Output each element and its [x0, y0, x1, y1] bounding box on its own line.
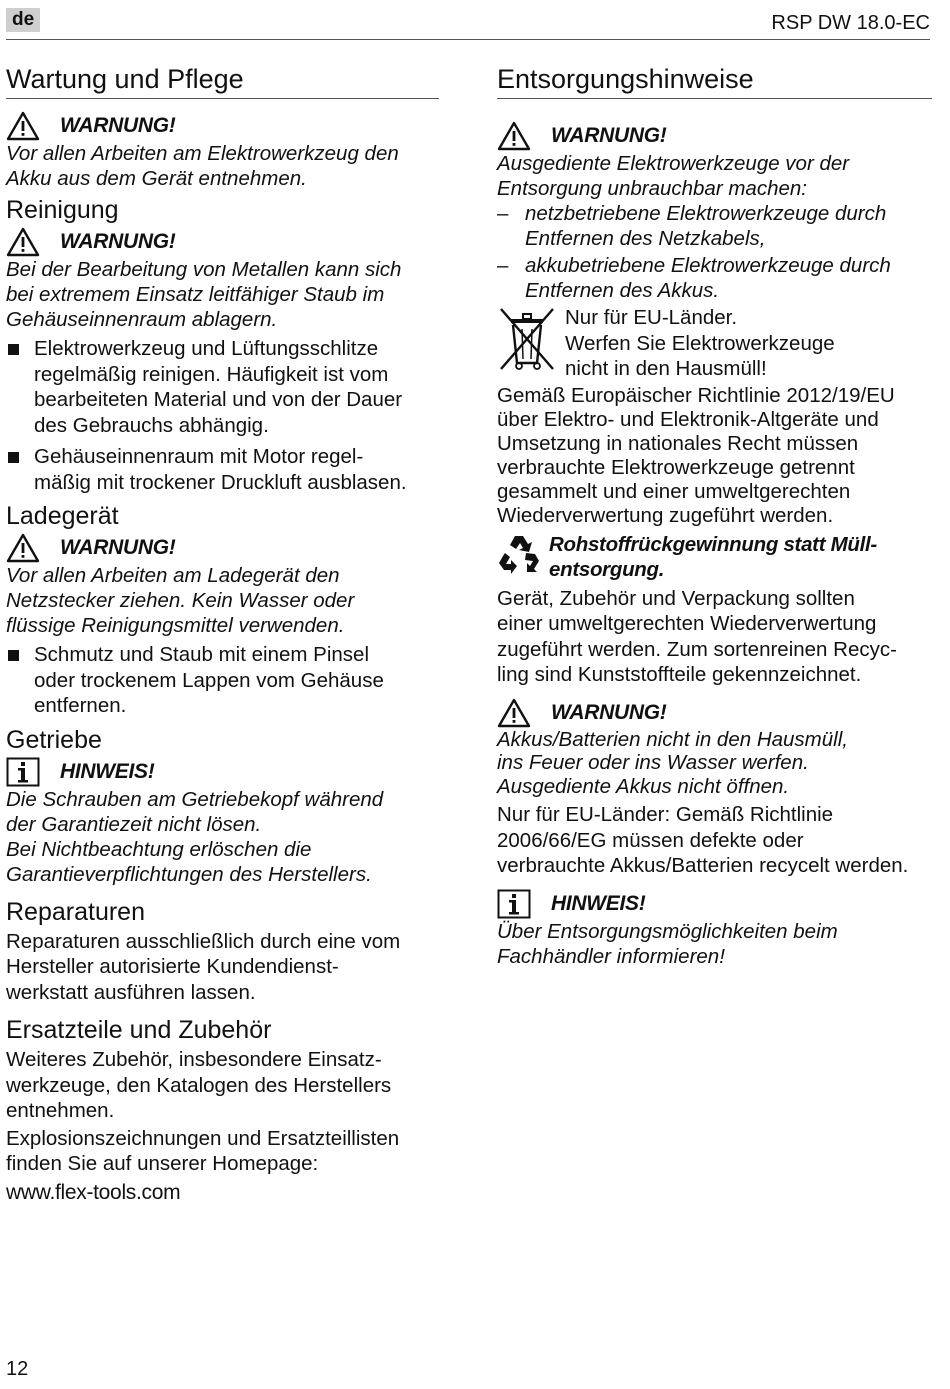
- list-item: Gehäuseinnenraum mit Motor regel- mäßig mit trockener Druckluft ausblasen.: [6, 444, 439, 495]
- warning-label: WARNUNG!: [60, 114, 176, 137]
- warning-triangle-icon: [6, 533, 40, 563]
- warning-triangle-icon: [497, 121, 531, 151]
- warning-triangle-icon: [6, 227, 40, 257]
- list-item: – netzbetriebene Elektrowerkzeuge durch Entfernen des Netzkabels,: [497, 201, 932, 251]
- warning-text: Vor allen Arbeiten am Elektrowerkzeug den Akku aus dem Gerät entnehmen.: [6, 142, 399, 190]
- note-heading: [6, 757, 439, 787]
- recycle-text: Gerät, Zubehör und Verpackung sollten einer umweltgerechten Wiederverwertung zugeführt werden. Zum sortenreinen Recyc- ling sind Kunststoffteile gekennzeichnet.: [497, 586, 897, 686]
- crossed-bin-icon: [497, 305, 557, 373]
- note-text: Über Entsorgungsmöglichkeiten beim Fachhändler informieren!: [497, 919, 838, 968]
- recycle-notice: [497, 532, 932, 582]
- dash-list: [497, 201, 932, 303]
- section-title-parts: Ersatzteile und Zubehör: [6, 1016, 272, 1044]
- warning-text: Ausgediente Elektrowerkzeuge vor der Entsorgung unbrauchbar machen:: [497, 152, 850, 200]
- section-title-gear: Getriebe: [6, 725, 102, 754]
- info-icon: [6, 757, 40, 787]
- note-text: Die Schrauben am Getriebekopf während der Garantiezeit nicht lösen. Bei Nichtbeachtung erlöschen die Garantieverpflichtungen des Herstellers.: [6, 787, 384, 886]
- parts-text-homepage: Explosionszeichnungen und Ersatzteillisten finden Sie auf unserer Homepage:: [6, 1126, 400, 1175]
- right-column: [497, 62, 932, 969]
- directive-text: Gemäß Europäischer Richtlinie 2012/19/EU über Elektro- und Elektronik-Altgeräte und Umsetzung in nationales Recht müssen verbrauchte Elektrowerkzeuge getrennt gesammelt und einer umweltgerechten Wiederverwertung zugeführt werden.: [497, 383, 895, 527]
- warning-heading: [6, 227, 439, 257]
- section-title-charger: Ladegerät: [6, 502, 119, 530]
- weee-text: Nur für EU-Länder. Werfen Sie Elektrowerkzeuge nicht in den Hausmüll!: [565, 306, 835, 380]
- warning-label: WARNUNG!: [60, 230, 176, 253]
- list-item: – akkubetriebene Elektrowerkzeuge durch Entfernen des Akkus.: [497, 253, 932, 303]
- section-title-maintenance: Wartung und Pflege: [6, 62, 439, 99]
- parts-text: Weiteres Zubehör, insbesondere Einsatz- werkzeuge, den Katalogen des Herstellers entnehmen.: [6, 1048, 392, 1122]
- warning-heading: [6, 111, 439, 141]
- info-icon: [497, 889, 531, 919]
- weee-notice: [497, 305, 932, 382]
- bullet-list: [6, 336, 439, 495]
- list-item: Elektrowerkzeug und Lüftungsschlitze regelmäßig reinigen. Häufigkeit ist vom bearbeiteten Material und von der Dauer des Gebrauchs abhängig.: [6, 336, 439, 438]
- battery-text: Nur für EU-Länder: Gemäß Richtlinie 2006/66/EG müssen defekte oder verbrauchte Akkus/Batterien recycelt werden.: [497, 803, 909, 877]
- bullet-list: [6, 642, 439, 719]
- recycle-icon: [497, 532, 541, 576]
- warning-triangle-icon: [6, 111, 40, 141]
- recycle-title: Rohstoffrückgewinnung statt Müll- entsorgung.: [549, 532, 877, 581]
- repairs-text: Reparaturen ausschließlich durch eine vom Hersteller autorisierte Kundendienst- werkstatt ausführen lassen.: [6, 929, 401, 1004]
- warning-heading: [497, 698, 932, 728]
- warning-heading: [6, 533, 439, 563]
- warning-heading: [497, 121, 932, 151]
- note-label: HINWEIS!: [551, 891, 646, 915]
- note-heading: [497, 889, 932, 919]
- warning-text: Bei der Bearbeitung von Metallen kann sich bei extremem Einsatz leitfähiger Staub im Gehäuseinnenraum ablagern.: [6, 258, 402, 331]
- page-number: 12: [6, 1358, 29, 1380]
- list-item: Schmutz und Staub mit einem Pinsel oder trockenem Lappen vom Gehäuse entfernen.: [6, 642, 439, 719]
- section-title-disposal: Entsorgungshinweise: [497, 62, 932, 99]
- note-label: HINWEIS!: [60, 759, 155, 783]
- website-link[interactable]: www.flex-tools.com: [6, 1180, 181, 1204]
- warning-label: WARNUNG!: [60, 536, 176, 559]
- section-title-cleaning: Reinigung: [6, 196, 119, 224]
- header-rule: [6, 39, 930, 40]
- section-title-repairs: Reparaturen: [6, 897, 145, 926]
- warning-triangle-icon: [497, 698, 531, 728]
- warning-label: WARNUNG!: [551, 700, 667, 724]
- warning-text: Vor allen Arbeiten am Ladegerät den Netzstecker ziehen. Kein Wasser oder flüssige Reinigungsmittel verwenden.: [6, 564, 355, 637]
- warning-text: Akkus/Batterien nicht in den Hausmüll, ins Feuer oder ins Wasser werfen. Ausgediente Akkus nicht öffnen.: [497, 727, 848, 798]
- warning-label: WARNUNG!: [551, 124, 667, 147]
- language-badge: de: [6, 8, 40, 32]
- model-name: RSP DW 18.0-EC: [771, 12, 930, 34]
- left-column: [6, 62, 439, 1207]
